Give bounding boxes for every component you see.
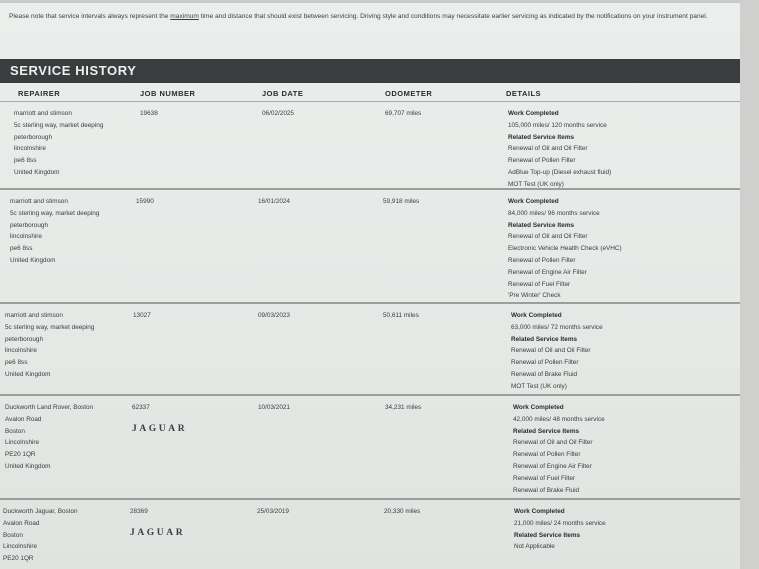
repairer-address-line: 5c sterling way, market deeping xyxy=(10,209,100,217)
work-completed-label: Work Completed xyxy=(514,508,565,515)
table-row xyxy=(0,304,740,396)
repairer-address-line: PE20 1QR xyxy=(5,451,36,459)
service-item: Renewal of Engine Air Filter xyxy=(513,462,592,470)
service-interval: 63,000 miles/ 72 months service xyxy=(511,323,603,331)
notice-text-after: time and distance that should exist between servicing. Driving style and conditions may necessitate earlier servicing as indicated by the notifications on your instrument panel. xyxy=(200,13,708,20)
top-divider xyxy=(0,0,740,3)
repairer-address-line: Avalon Road xyxy=(3,519,40,527)
jaguar-logo: JAGUAR xyxy=(130,528,186,538)
repairer-address-line: PE20 1QR xyxy=(3,555,34,563)
service-item: Renewal of Oil and Oil Filter xyxy=(511,347,591,355)
repairer-address-line: United Kingdom xyxy=(14,168,60,176)
repairer-address-line: marriott and stimson xyxy=(14,110,72,117)
job-date: 10/03/2021 xyxy=(258,404,290,411)
service-item: Renewal of Pollen Filter xyxy=(508,256,576,264)
related-items-label: Related Service Items xyxy=(514,531,581,539)
service-details xyxy=(508,196,622,302)
job-date: 25/03/2019 xyxy=(257,508,289,515)
repairer-address xyxy=(5,310,94,381)
service-interval: 21,000 miles/ 24 months service xyxy=(514,519,606,527)
job-number: 62337 xyxy=(132,404,150,411)
job-number: 13027 xyxy=(133,312,151,319)
repairer-address-line: United Kingdom xyxy=(5,370,51,378)
service-item: Renewal of Brake Fluid xyxy=(511,370,578,378)
job-number: 15990 xyxy=(136,198,154,205)
odometer-reading: 69,707 miles xyxy=(385,110,422,117)
repairer-address-line: United Kingdom xyxy=(5,462,51,470)
service-details xyxy=(511,310,603,393)
service-item: 'Pre Winter' Check xyxy=(508,292,561,300)
repairer-address-line: peterborough xyxy=(10,221,49,229)
service-item: Electronic Vehicle Health Check (eVHC) xyxy=(508,245,622,253)
service-item: Renewal of Fuel Filter xyxy=(513,474,576,482)
odometer-reading: 50,611 miles xyxy=(383,312,419,319)
service-item: MOT Test (UK only) xyxy=(508,180,564,188)
column-header-repairer: REPAIRER xyxy=(18,89,61,98)
repairer-address-line: Duckworth Land Rover, Boston xyxy=(5,404,94,411)
table-row xyxy=(0,102,740,190)
column-header-details: DETAILS xyxy=(506,89,542,98)
repairer-address-line: Boston xyxy=(5,427,25,435)
odometer-reading: 20,330 miles xyxy=(384,508,421,515)
column-header-job-date: JOB DATE xyxy=(262,89,304,98)
repairer-address-line: marriott and stimson xyxy=(10,198,68,205)
service-interval: 105,000 miles/ 120 months service xyxy=(508,121,607,129)
service-item: Renewal of Oil and Oil Filter xyxy=(513,439,593,447)
service-item: Not Applicable xyxy=(514,543,555,551)
repairer-address-line: 5c sterling way, market deeping xyxy=(14,121,104,129)
service-details xyxy=(508,108,611,191)
notice-emphasis: maximum xyxy=(170,13,199,20)
service-item: Renewal of Oil and Oil Filter xyxy=(508,233,588,241)
related-items-label: Related Service Items xyxy=(513,427,580,435)
related-items-label: Related Service Items xyxy=(511,335,578,343)
repairer-address-line: lincolnshire xyxy=(14,145,46,153)
service-item: Renewal of Oil and Oil Filter xyxy=(508,145,588,153)
job-date: 06/02/2025 xyxy=(262,110,294,117)
service-item: Renewal of Pollen Filter xyxy=(513,451,581,459)
odometer-reading: 59,918 miles xyxy=(383,198,420,205)
repairer-address xyxy=(5,402,93,473)
table-row xyxy=(0,500,740,569)
service-interval: 42,000 miles/ 48 months service xyxy=(513,415,605,423)
service-item: AdBlue Top-up (Diesel exhaust fluid) xyxy=(508,168,612,176)
notice-text-before: Please note that service intervals always represent the xyxy=(9,13,169,20)
section-banner xyxy=(0,59,740,83)
service-interval-notice xyxy=(9,9,724,24)
column-header-odometer: ODOMETER xyxy=(385,89,433,98)
repairer-address-line: Lincolnshire xyxy=(5,439,40,447)
service-interval: 84,000 miles/ 96 months service xyxy=(508,209,600,217)
service-item: Renewal of Pollen Filter xyxy=(511,359,579,367)
repairer-address-line: peterborough xyxy=(5,335,44,343)
job-number: 19638 xyxy=(140,110,158,117)
page-edge xyxy=(740,0,759,569)
job-number: 28369 xyxy=(130,508,148,515)
repairer-address-line: peterborough xyxy=(14,133,53,141)
table-row xyxy=(0,190,740,304)
service-item: Renewal of Brake Fluid xyxy=(513,486,580,494)
repairer-address-line: lincolnshire xyxy=(10,233,42,241)
related-items-label: Related Service Items xyxy=(508,133,575,141)
job-date: 09/03/2023 xyxy=(258,312,290,319)
repairer-address-line: United Kingdom xyxy=(10,256,56,264)
work-completed-label: Work Completed xyxy=(513,404,564,411)
repairer-address-line: lincolnshire xyxy=(5,347,37,355)
related-items-label: Related Service Items xyxy=(508,221,575,229)
odometer-reading: 34,231 miles xyxy=(385,404,422,411)
service-item: Renewal of Engine Air Filter xyxy=(508,268,587,276)
service-item: MOT Test (UK only) xyxy=(511,382,567,390)
service-item: Renewal of Fuel Filter xyxy=(508,280,571,288)
work-completed-label: Work Completed xyxy=(511,312,562,319)
service-details xyxy=(514,506,606,553)
service-details xyxy=(513,402,605,496)
column-header-job-number: JOB NUMBER xyxy=(140,89,196,98)
jaguar-logo: JAGUAR xyxy=(132,424,188,434)
repairer-address-line: 5c sterling way, market deeping xyxy=(5,323,95,331)
repairer-address-line: Duckworth Jaguar, Boston xyxy=(3,508,78,515)
repairer-address-line: Avalon Road xyxy=(5,415,42,423)
work-completed-label: Work Completed xyxy=(508,110,559,117)
repairer-address xyxy=(10,196,99,267)
section-title: SERVICE HISTORY xyxy=(10,63,137,78)
table-row xyxy=(0,396,740,500)
repairer-address-line: pe6 8ss xyxy=(14,157,37,165)
job-date: 16/01/2024 xyxy=(258,198,290,205)
repairer-address-line: marriott and stimson xyxy=(5,312,63,319)
repairer-address xyxy=(3,506,78,565)
repairer-address-line: Lincolnshire xyxy=(3,543,38,551)
service-item: Renewal of Pollen Filter xyxy=(508,157,576,165)
repairer-address xyxy=(14,108,103,179)
repairer-address-line: pe6 8ss xyxy=(5,359,28,367)
repairer-address-line: Boston xyxy=(3,531,23,539)
work-completed-label: Work Completed xyxy=(508,198,559,205)
repairer-address-line: pe6 8ss xyxy=(10,245,33,253)
